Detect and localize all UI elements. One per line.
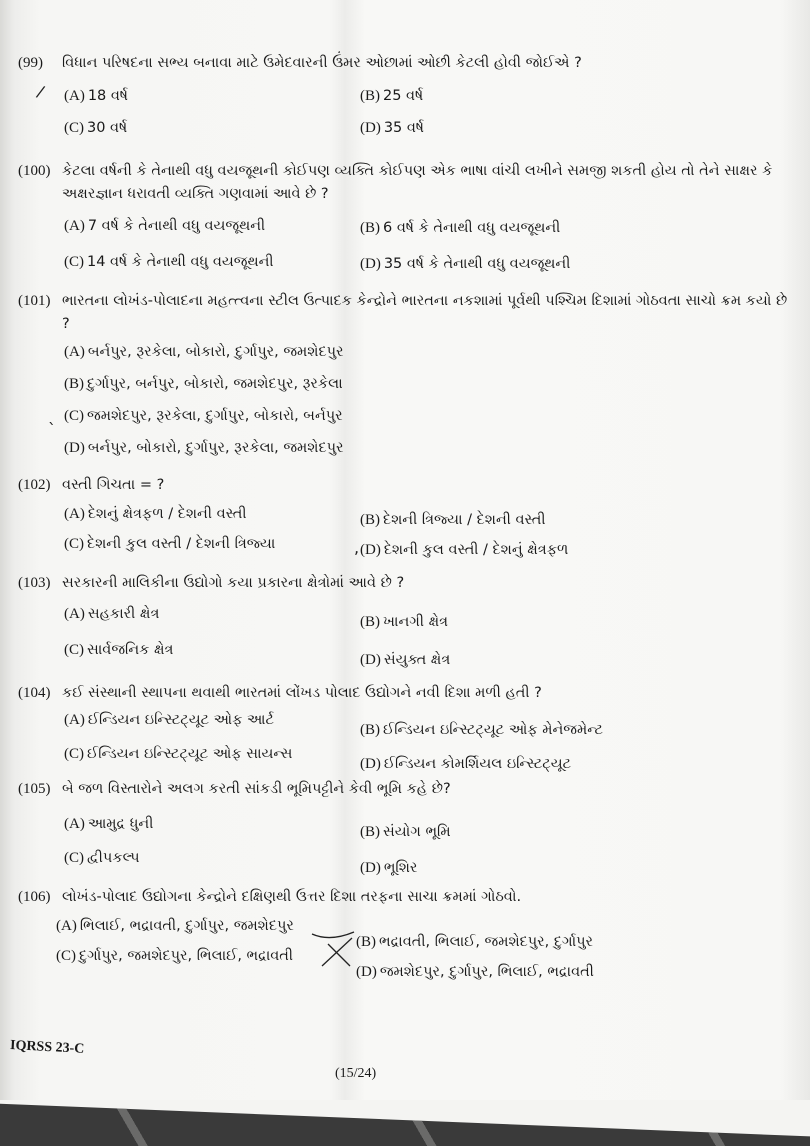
option-a: (A) 18 વર્ષ	[64, 88, 129, 104]
question-text: બે જળ વિસ્તારોને અલગ કરતી સાંકડી ભૂમિપટ્ટીને કેવી ભૂમિ કહે છે?	[62, 781, 451, 797]
pen-mark: /	[34, 81, 47, 102]
question-text: લોખંડ-પોલાદ ઉદ્યોગના કેન્દ્રોને દક્ષિણથી ઉત્તર દિશા તરફના સાચા ક્રમમાં ગોઠવો.	[62, 889, 522, 905]
option-d: (D) ઈન્ડિયન કોમર્શિયલ ઇન્સ્ટિટ્યૂટ	[360, 756, 572, 772]
option-c: (C) ઈન્ડિયન ઇન્સ્ટિટ્યૂટ ઓફ સાયન્સ	[64, 746, 293, 762]
option-c: (C) દેશની કુલ વસ્તી / દેશની ત્રિજ્યા	[64, 536, 276, 552]
option-d: (D) જમશેદપુર, દુર્ગાપુર, ભિલાઈ, ભદ્રાવતી	[356, 964, 594, 980]
option-b: (B) 25 વર્ષ	[360, 88, 424, 104]
option-d: (D) બર્નપુર, બોકારો, દુર્ગાપુર, રૂરકેલા, જમશેદપુર	[64, 440, 344, 456]
option-b: (B) ઈન્ડિયન ઇન્સ્ટિટ્યૂટ ઓફ મેનેજમેન્ટ	[360, 722, 603, 738]
option-a: (A) દેશનું ક્ષેત્રફળ / દેશની વસ્તી	[64, 506, 247, 522]
question-text: વસ્તી ગિચતા = ?	[62, 477, 165, 493]
option-b: (B) દુર્ગાપુર, બર્નપુર, બોકારો, જમશેદપુર, રૂરકેલા	[64, 376, 343, 392]
question-number: (104)	[18, 685, 51, 701]
option-b: (B) 6 વર્ષ કે તેનાથી વધુ વયજૂથની	[360, 220, 561, 236]
option-c: (C) 14 વર્ષ કે તેનાથી વધુ વયજૂથની	[64, 254, 274, 270]
question-102	[18, 474, 788, 497]
option-b: (B) સંયોગ ભૂમિ	[360, 824, 451, 840]
option-d: (D) 35 વર્ષ કે તેનાથી વધુ વયજૂથની	[360, 256, 571, 272]
option-c: (C) 30 વર્ષ	[64, 120, 128, 136]
option-b: (B) દેશની ત્રિજ્યા / દેશની વસ્તી	[360, 512, 546, 528]
question-text: કઈ સંસ્થાની સ્થાપના થવાથી ભારતમાં લોંખડ પોલાદ ઉદ્યોગને નવી દિશા મળી હતી ?	[62, 685, 542, 701]
question-text: વિધાન પરિષદના સભ્ય બનાવા માટે ઉમેદવારની ઉંમર ઓછામાં ઓછી કેટલી હોવી જોઈએ ?	[62, 55, 582, 71]
option-a: (A) આમુદ્ર ધુની	[64, 816, 154, 832]
question-number: (102)	[18, 477, 51, 493]
question-text: ભારતના લોખંડ-પોલાદના મહત્ત્વના સ્ટીલ ઉત્પાદક કેન્દ્રોને ભારતના નકશામાં પૂર્વથી પશ્ચિમ દિશામાં ગોઠવતા સાચો ક્રમ કયો છે ?	[62, 293, 788, 332]
pen-mark: `	[48, 420, 56, 439]
option-a: (A) 7 વર્ષ કે તેનાથી વધુ વયજૂથની	[64, 218, 266, 234]
question-104	[18, 682, 788, 705]
question-text: કેટલા વર્ષની કે તેનાથી વધુ વયજૂથની કોઈપણ વ્યક્તિ કોઈપણ એક ભાષા વાંચી લખીને સમજી શકતી હોય તો તેને સાક્ષર કે અક્ષરજ્ઞાન ધરાવતી વ્યક્તિ ગણવામાં આવે છે ?	[62, 163, 773, 202]
question-number: (101)	[18, 293, 51, 309]
question-number: (103)	[18, 575, 51, 591]
option-c: (C) જમશેદપુર, રૂરકેલા, દુર્ગાપુર, બોકારો, બર્નપુર	[64, 408, 343, 424]
question-number: (105)	[18, 781, 51, 797]
question-number: (106)	[18, 889, 51, 905]
option-b: (B) ભદ્રાવતી, ભિલાઈ, જમશેદપુર, દુર્ગાપુર	[356, 934, 594, 950]
option-c: (C) સાર્વજનિક ક્ષેત્ર	[64, 642, 174, 658]
option-b: (B) ખાનગી ક્ષેત્ર	[360, 614, 449, 630]
option-d: (D) ભૂશિર	[360, 860, 418, 876]
option-c: (C) દુર્ગાપુર, જમશેદપુર, ભિલાઈ, ભદ્રાવતી	[56, 948, 294, 964]
question-101	[18, 290, 788, 336]
question-number: (100)	[18, 163, 51, 179]
question-100	[18, 160, 788, 206]
question-text: સરકારની માલિકીના ઉદ્યોગો કયા પ્રકારના ક્ષેત્રોમાં આવે છે ?	[62, 575, 405, 591]
pen-cross-mark	[310, 930, 360, 970]
paper-code: IQRSS 23-C	[9, 1038, 85, 1057]
option-a: (A) બર્નપુર, રૂરકેલા, બોકારો, દુર્ગાપુર, જમશેદપુર	[64, 344, 344, 360]
question-103	[18, 572, 788, 595]
option-a: (A) ભિલાઈ, ભદ્રાવતી, દુર્ગાપુર, જમશેદપુર	[56, 918, 294, 934]
option-d: (D) દેશની કુલ વસ્તી / દેશનું ક્ષેત્રફળ	[360, 542, 569, 558]
background-surface	[0, 1098, 810, 1146]
question-99	[18, 52, 788, 75]
option-d: (D) સંયુક્ત ક્ષેત્ર	[360, 652, 451, 668]
page-number: (15/24)	[335, 1066, 377, 1081]
option-d: (D) 35 વર્ષ	[360, 120, 425, 136]
option-a: (A) ઈન્ડિયન ઇન્સ્ટિટ્યૂટ ઓફ આર્ટ	[64, 712, 274, 728]
option-c: (C) દ્વીપકલ્પ	[64, 850, 140, 866]
pen-mark: ,	[354, 538, 360, 557]
question-105	[18, 778, 788, 801]
option-a: (A) સહકારી ક્ષેત્ર	[64, 606, 160, 622]
question-106	[18, 886, 788, 909]
question-number: (99)	[18, 55, 43, 71]
